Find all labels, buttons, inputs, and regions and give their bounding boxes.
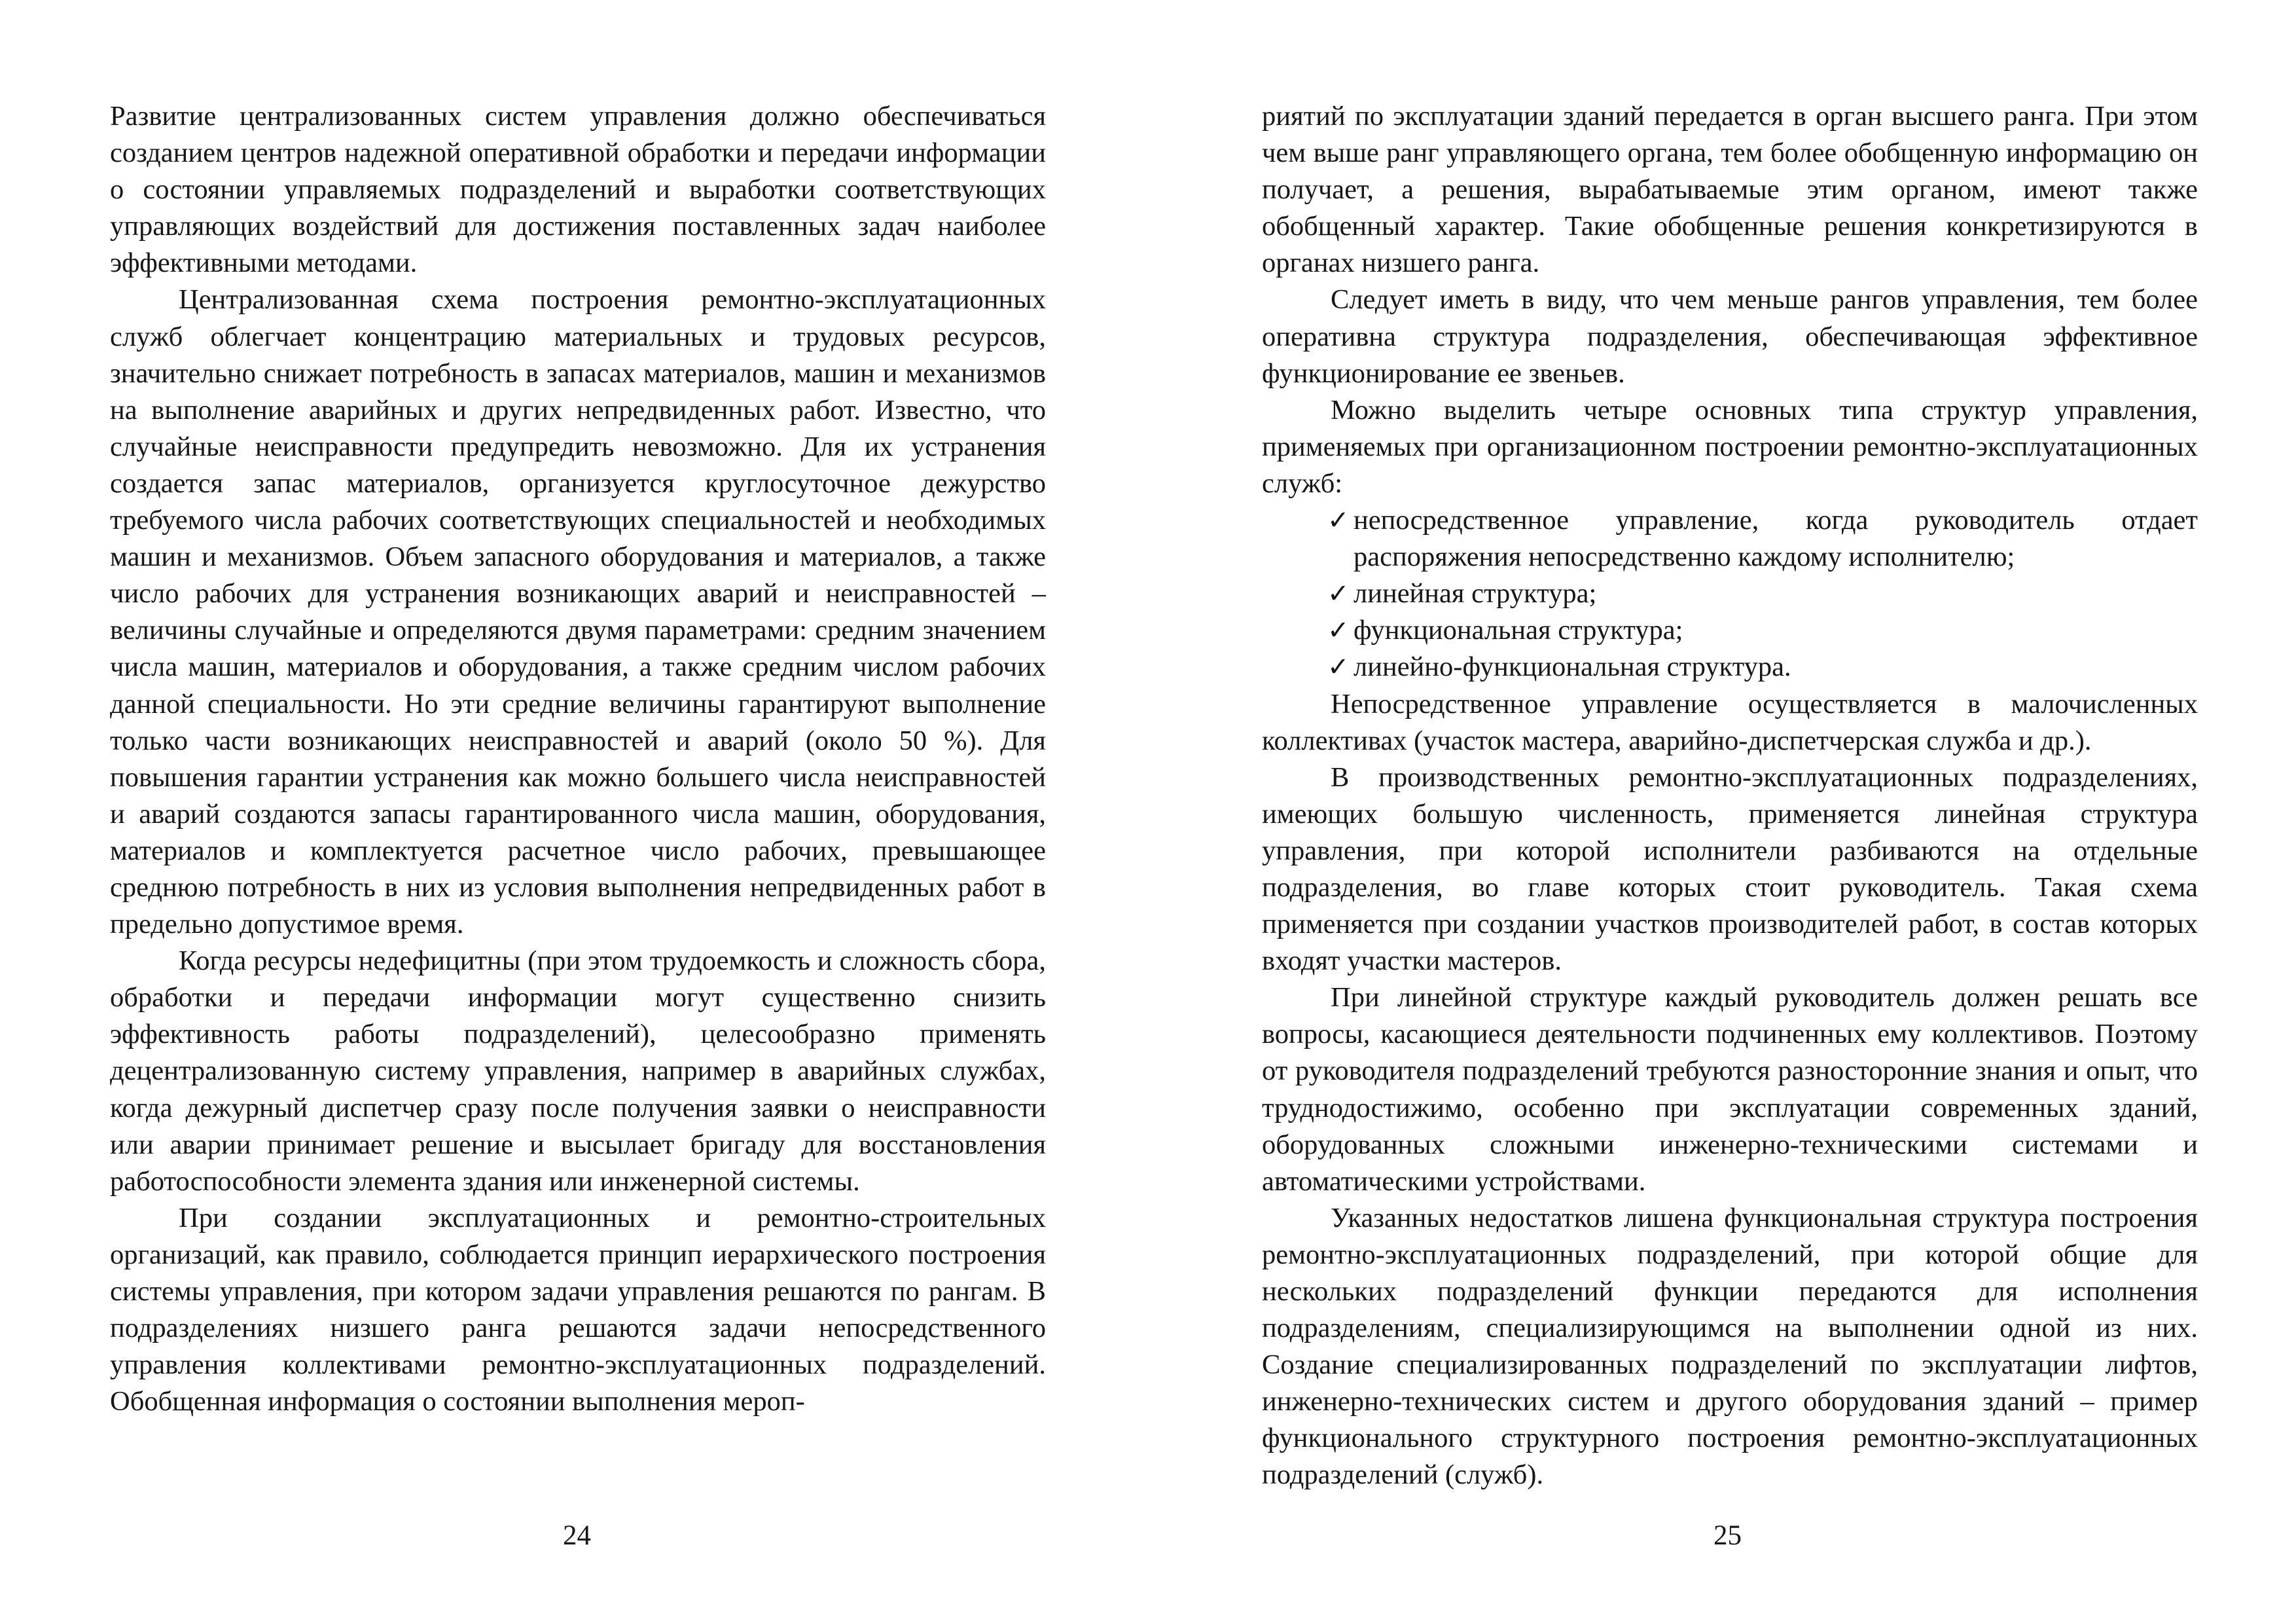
list-item: [1327, 575, 2198, 612]
right-page-text: [1262, 98, 2198, 1494]
paragraph: В производственных ремонтно-эксплуатационных подразделениях, имеющих большую численность, применяется линейная структура управления, при которой исполнители разбиваются на отдельные подразделения, во главе которых стоит руководитель. Такая схема применяется при создании участков производителей работ, в состав которых входят участки мастеров.: [1262, 761, 2198, 977]
paragraph: Непосредственное управление осуществляется в малочисленных коллективах (участок мастера, аварийно-диспетчерская служба и др.).: [1262, 688, 2198, 756]
paragraph: При создании эксплуатационных и ремонтно-строительных организаций, как правило, соблюдается принцип иерархического построения системы управления, при котором задачи управления решаются по рангам. В подразделениях низшего ранга решаются задачи непосредственного управления коллективами ремонтно-эксплуатационных подразделений. Обобщенная информация о состоянии выполнения мероп-: [110, 1202, 1046, 1417]
checkmark-icon: ✓: [1327, 652, 1350, 683]
checkmark-icon: ✓: [1327, 505, 1350, 536]
paragraph: риятий по эксплуатации зданий передается в орган высшего ранга. При этом чем выше ранг управляющего органа, тем более обобщенную информацию он получает, а решения, вырабатываемые этим органом, имеют также обобщенный характер. Такие обобщенные решения конкретизируются в органах низшего ранга.: [1262, 101, 2198, 279]
list-item: [1327, 502, 2198, 575]
list-item: [1327, 612, 2198, 649]
page-number-right: 25: [1713, 1520, 1742, 1551]
paragraph: Развитие централизованных систем управления должно обеспечиваться созданием центров надежной оперативной обработки и передачи информации о состоянии управляемых подразделений и выработки соответствующих управляющих воздействий для достижения поставленных задач наиболее эффективными методами.: [110, 101, 1046, 279]
list-item-text: линейно-функциональная структура.: [1354, 651, 1791, 683]
paragraph: Централизованная схема построения ремонтно-эксплуатационных служб облегчает концентрацию материальных и трудовых ресурсов, значительно снижает потребность в запасах материалов, машин и механизмов на выполнение аварийных и других непредвиденных работ. Известно, что случайные неисправности предупредить невозможно. Для их устранения создается запас материалов, организуется круглосуточное дежурство требуемого числа рабочих соответствующих специальностей и необходимых машин и механизмов. Объем запасного оборудования и материалов, а также число рабочих для устранения возникающих аварий и неисправностей – величины случайные и определяются двумя параметрами: средним значением числа машин, материалов и оборудования, а также средним числом рабочих данной специальности. Но эти средние величины гарантируют выполнение только части возникающих неисправностей и аварий (около 50 %). Для повышения гарантии устранения как можно большего числа неисправностей и аварий создаются запасы гарантированного числа машин, оборудования, материалов и комплектуется расчетное число рабочих, превышающее среднюю потребность в них из условия выполнения непредвиденных работ в предельно допустимое время.: [110, 284, 1046, 940]
right-page: [1262, 98, 2198, 1494]
page-number-left: 24: [563, 1520, 591, 1551]
paragraph: Можно выделить четыре основных типа структур управления, применяемых при организационном построении ремонтно-эксплуатационных служб:: [1262, 394, 2198, 499]
paragraph: Когда ресурсы недефицитны (при этом трудоемкость и сложность сбора, обработки и передачи информации могут существенно снизить эффективность работы подразделений), целесообразно применять децентрализованную систему управления, например в аварийных службах, когда дежурный диспетчер сразу после получения заявки о неисправности или аварии принимает решение и высылает бригаду для восстановления работоспособности элемента здания или инженерной системы.: [110, 945, 1046, 1197]
list-item-text: непосредственное управление, когда руководитель отдает распоряжения непосредственно каждому исполнителю;: [1354, 505, 2198, 573]
paragraph: Указанных недостатков лишена функциональная структура построения ремонтно-эксплуатационных подразделений, при которой общие для нескольких подразделений функции передаются для исполнения подразделениям, специализирующимся на выполнении одной из них. Создание специализированных подразделений по эксплуатации лифтов, инженерно-технических систем и другого оборудования зданий – пример функционального структурного построения ремонтно-эксплуатационных подразделений (служб).: [1262, 1202, 2198, 1491]
left-page-text: [110, 98, 1046, 1420]
checkmark-icon: ✓: [1327, 579, 1350, 610]
list-item-text: функциональная структура;: [1354, 615, 1683, 646]
list-item: [1327, 649, 2198, 685]
list-item-text: линейная структура;: [1354, 578, 1597, 610]
paragraph: При линейной структуре каждый руководитель должен решать все вопросы, касающиеся деятельности подчиненных ему коллективов. Поэтому от руководителя подразделений требуются разносторонние знания и опыт, что труднодостижимо, особенно при эксплуатации современных зданий, оборудованных сложными инженерно-техническими системами и автоматическими устройствами.: [1262, 982, 2198, 1197]
paragraph: Следует иметь в виду, что чем меньше рангов управления, тем более оперативна структура подразделения, обеспечивающая эффективное функционирование ее звеньев.: [1262, 284, 2198, 389]
structure-types-list: [1262, 502, 2198, 685]
left-page: [110, 98, 1046, 1420]
checkmark-icon: ✓: [1327, 615, 1350, 646]
